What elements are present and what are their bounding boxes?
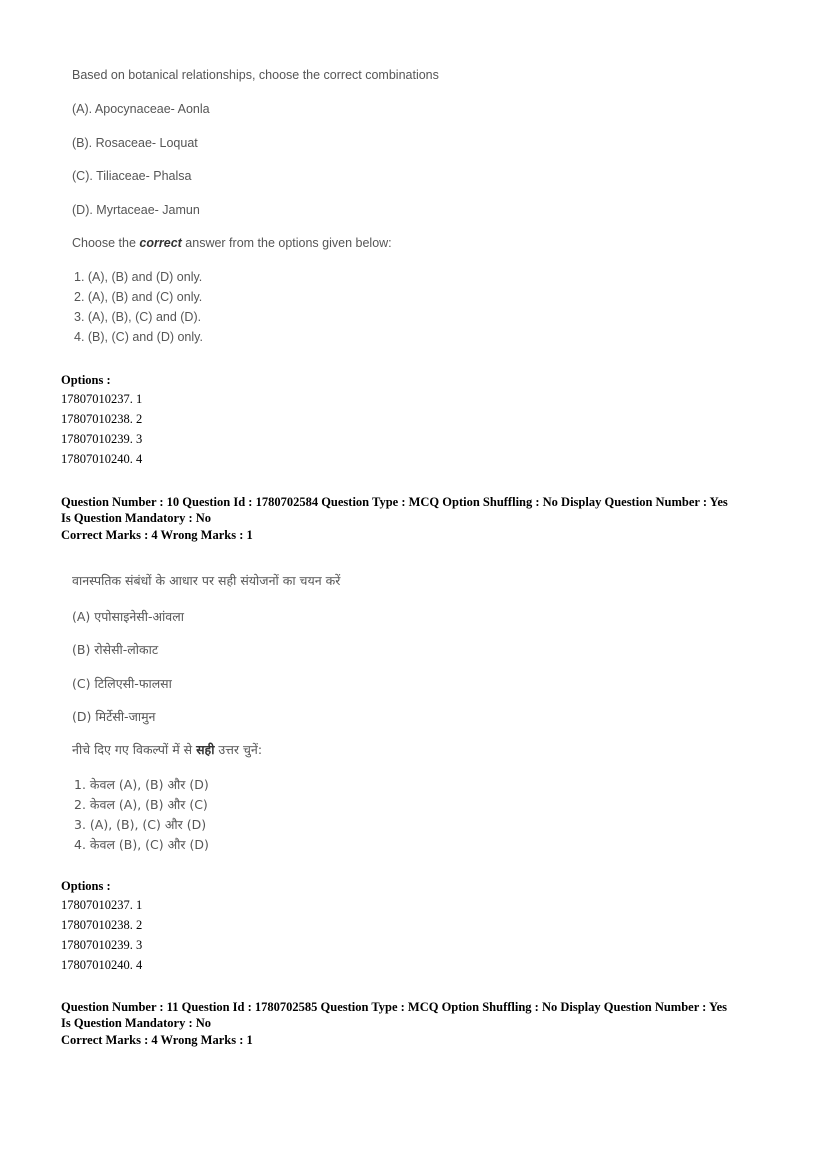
instruction-pre: Choose the [72,236,140,250]
question-header-line1: Question Number : 10 Question Id : 1780702584 Question Type : MCQ Option Shuffling : No Display Question Number : Yes [61,495,728,509]
instruction-post: उत्तर चुनें: [214,742,263,757]
statement-c: (C) टिलिएसी-फालसा [72,676,172,691]
instruction-emphasis: correct [139,236,182,250]
options-label: Options : [61,373,111,387]
option-1: 17807010237. 1 [61,392,143,406]
choice-3: 3. (A), (B), (C) and (D). [74,310,202,324]
instruction [72,741,262,758]
question-marks: Correct Marks : 4 Wrong Marks : 1 [61,1033,253,1047]
question-header-line2: Is Question Mandatory : No [61,511,212,525]
option-4: 17807010240. 4 [61,958,143,972]
choice-2: 2. (A), (B) and (C) only. [74,290,203,304]
option-2: 17807010238. 2 [61,412,143,426]
question-header-line1: Question Number : 11 Question Id : 1780702585 Question Type : MCQ Option Shuffling : No Display Question Number : Yes [61,1000,728,1014]
statement-d: (D). Myrtaceae- Jamun [72,203,200,217]
statement-a: (A) एपोसाइनेसी-आंवला [72,609,184,624]
question-marks: Correct Marks : 4 Wrong Marks : 1 [61,528,253,542]
choice-4: 4. केवल (B), (C) और (D) [74,837,209,852]
option-3: 17807010239. 3 [61,938,143,952]
instruction-emphasis: सही [196,742,215,757]
statement-c: (C). Tiliaceae- Phalsa [72,169,192,183]
instruction-post: answer from the options given below: [181,236,392,250]
instruction-pre: नीचे दिए गए विकल्पों में से [72,742,197,757]
statement-a: (A). Apocynaceae- Aonla [72,102,210,116]
question-stem: वानस्पतिक संबंधों के आधार पर सही संयोजनों का चयन करें [72,573,341,588]
statement-d: (D) मिर्टेसी-जामुन [72,709,156,724]
option-4: 17807010240. 4 [61,452,143,466]
question-stem: Based on botanical relationships, choose the correct combinations [72,68,439,82]
choice-1: 1. केवल (A), (B) और (D) [74,777,209,792]
question-header-line2: Is Question Mandatory : No [61,1016,212,1030]
statement-b: (B) रोसेसी-लोकाट [72,642,159,657]
statement-b: (B). Rosaceae- Loquat [72,136,198,150]
choice-3: 3. (A), (B), (C) और (D) [74,817,207,832]
option-1: 17807010237. 1 [61,898,143,912]
choice-4: 4. (B), (C) and (D) only. [74,330,203,344]
option-3: 17807010239. 3 [61,432,143,446]
choice-2: 2. केवल (A), (B) और (C) [74,797,208,812]
choice-1: 1. (A), (B) and (D) only. [74,270,203,284]
option-2: 17807010238. 2 [61,918,143,932]
options-label: Options : [61,879,111,893]
instruction [72,236,392,250]
